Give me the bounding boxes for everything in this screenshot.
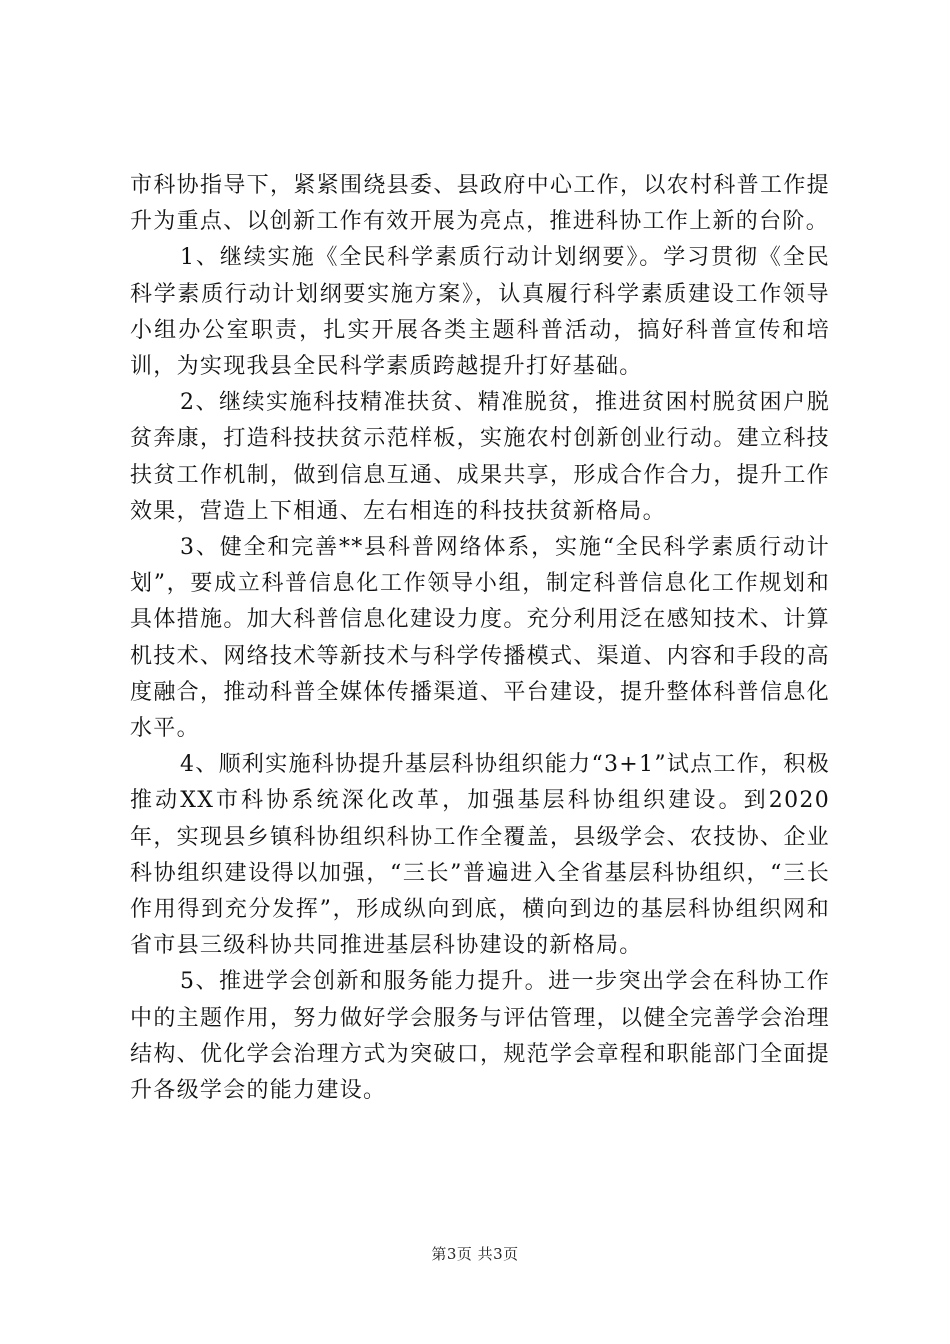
paragraph-item-1: 1、继续实施《全民科学素质行动计划纲要》。学习贯彻《全民科学素质行动计划纲要实施方案》，认真履行科学素质建设工作领导小组办公室职责，扎实开展各类主题科普活动，搞好科普宣传和培训，为实现我县全民科学素质跨越提升打好基础。 xyxy=(130,245,830,380)
paragraph-item-4: 4、顺利实施科协提升基层科协组织能力“3+1”试点工作，积极推动XX市科协系统深化改革，加强基层科协组织建设。到2020年，实现县乡镇科协组织科协工作全覆盖，县级学会、农技协、企业科协组织建设得以加强，“三长”普遍进入全省基层科协组织，“三长作用得到充分发挥”，形成纵向到底，横向到边的基层科协组织网和省市县三级科协共同推进基层科协建设的新格局。 xyxy=(130,752,830,959)
page-number-footer: 第3页 共3页 xyxy=(431,1245,519,1263)
paragraph-continuation: 市科协指导下，紧紧围绕县委、县政府中心工作，以农村科普工作提升为重点、以创新工作有效开展为亮点，推进科协工作上新的台阶。 xyxy=(130,173,830,235)
paragraph-item-2: 2、继续实施科技精准扶贫、精准脱贫，推进贫困村脱贫困户脱贫奔康，打造科技扶贫示范样板，实施农村创新创业行动。建立科技扶贫工作机制，做到信息互通、成果共享，形成合作合力，提升工作效果，营造上下相通、左右相连的科技扶贫新格局。 xyxy=(130,390,830,524)
document-body xyxy=(130,168,830,1109)
paragraph-item-3: 3、健全和完善**县科普网络体系，实施“全民科学素质行动计划”，要成立科普信息化工作领导小组，制定科普信息化工作规划和具体措施。加大科普信息化建设力度。充分利用泛在感知技术、计算机技术、网络技术等新技术与科学传播模式、渠道、内容和手段的高度融合，推动科普全媒体传播渠道、平台建设，提升整体科普信息化水平。 xyxy=(130,535,830,742)
paragraph-item-5: 5、推进学会创新和服务能力提升。进一步突出学会在科协工作中的主题作用，努力做好学会服务与评估管理，以健全完善学会治理结构、优化学会治理方式为突破口，规范学会章程和职能部门全面提升各级学会的能力建设。 xyxy=(130,969,830,1104)
